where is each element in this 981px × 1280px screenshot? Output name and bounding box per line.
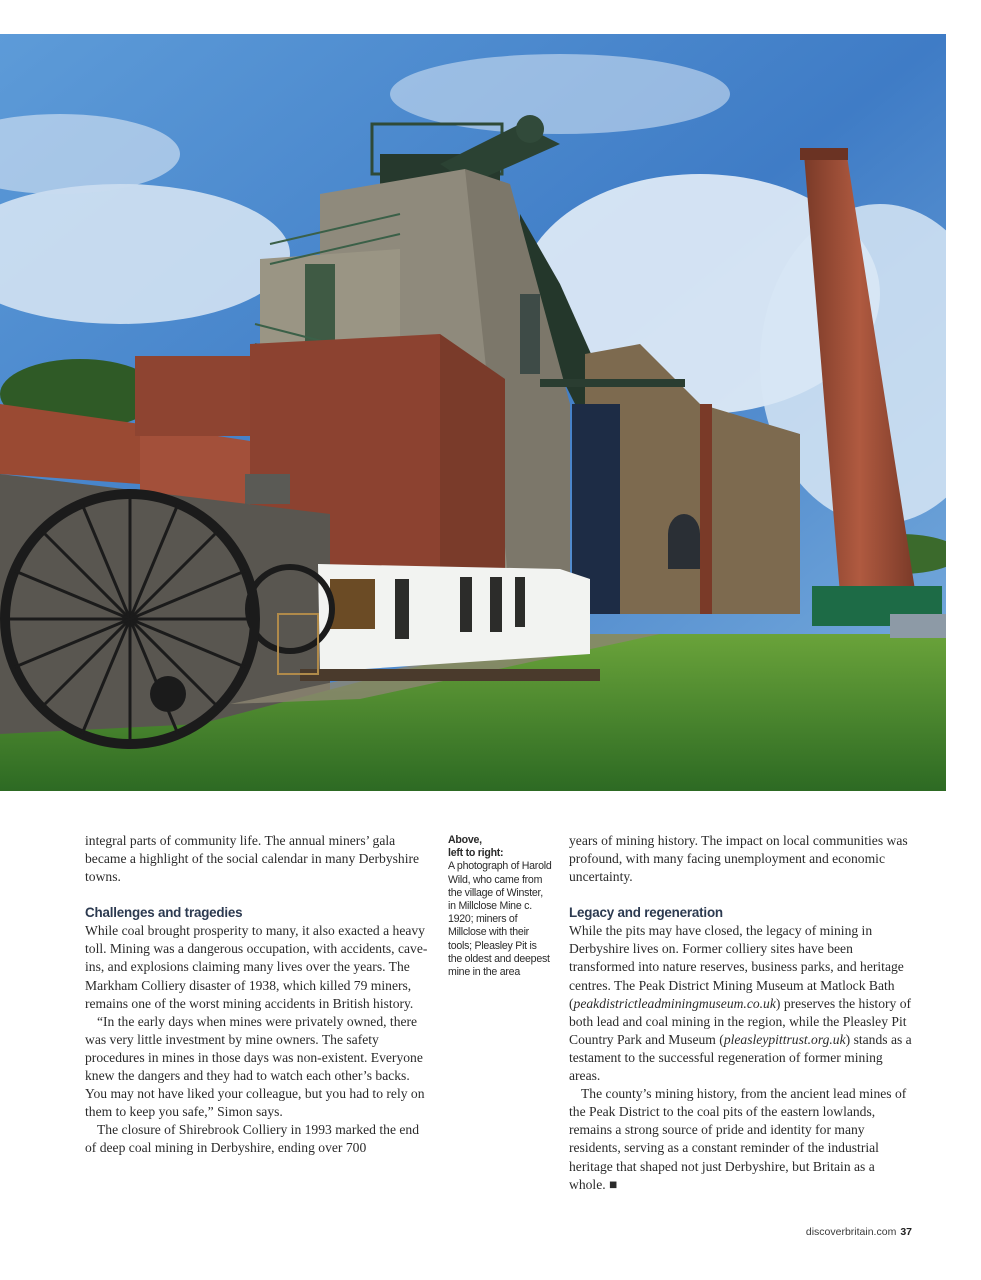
section-heading-legacy: Legacy and regeneration <box>569 905 723 921</box>
text-run: ) stands as a testament to the successful regeneration of former mining areas. <box>569 1031 912 1084</box>
section-heading-challenges: Challenges and tragedies <box>85 905 243 921</box>
colliery-photo-illustration <box>0 34 946 791</box>
caption-label: Above, <box>448 834 482 846</box>
museum-link[interactable]: peakdistrictleadminingmuseum.co.uk <box>573 995 776 1011</box>
caption-text: A photograph of Harold Wild, who came from the village of Winster, in Millclose Mine c. 1920; miners of Millclose with their tools; Pleasley Pit is the oldest and deepest mine in the area <box>448 860 552 979</box>
article-column-left <box>85 832 430 1158</box>
end-mark-icon: ■ <box>609 1176 618 1192</box>
article-column-right <box>569 832 914 1194</box>
body-paragraph <box>569 922 914 1085</box>
body-paragraph: The closure of Shirebrook Colliery in 1993 marked the end of deep coal mining in Derbyshire, ending over 700 <box>85 1122 420 1156</box>
body-paragraph: While coal brought prosperity to many, it also exacted a heavy toll. Mining was a dangerous occupation, with accidents, cave-ins, and explosions claiming many lives over the years. The Markham Colliery disaster of 1938, which killed 79 miners, remains one of the worst mining accidents in British history. <box>85 923 428 1011</box>
caption-label: left to right: <box>448 847 504 860</box>
body-paragraph <box>569 1085 914 1194</box>
pleasley-link[interactable]: pleasleypittrust.org.uk <box>723 1031 846 1047</box>
hero-photo <box>0 34 946 791</box>
site-url: discoverbritain.com <box>805 1226 897 1238</box>
body-paragraph: years of mining history. The impact on local communities was profound, with many facing unemployment and economic uncertainty. <box>569 833 908 885</box>
body-paragraph-quote: “In the early days when mines were privately owned, there was very little investment by mine owners. The safety procedures in mines in those days was non-existent. Everyone knew the dangers and they had to watch each other’s backs. You may not have liked your colleague, but you had to rely on them to keep you safe,” Simon says. <box>85 1013 425 1120</box>
page-number: 37 <box>900 1226 912 1238</box>
page-footer <box>806 1226 912 1238</box>
photo-caption <box>448 834 553 979</box>
body-paragraph: integral parts of community life. The annual miners’ gala became a highlight of the social calendar in many Derbyshire towns. <box>85 833 420 885</box>
text-run: While the pits may have closed, the legacy of mining in Derbyshire lives on. Former colliery sites have been transformed into nature reserves, business parks, and heritage centres. The Peak District Mining Museum at Matlock Bath ( <box>569 923 904 1011</box>
text-run: ) preserves the history of both lead and coal mining in the region, while the Pleasley Pit Country Park and Museum ( <box>569 995 912 1047</box>
text-run: The county’s mining history, from the ancient lead mines of the Peak District to the coal pits of the eastern lowlands, remains a strong source of pride and identity for many residents, serving as a constant reminder of the industrial heritage that shaped not just Derbyshire, but Britain as a whole. <box>569 1086 907 1192</box>
